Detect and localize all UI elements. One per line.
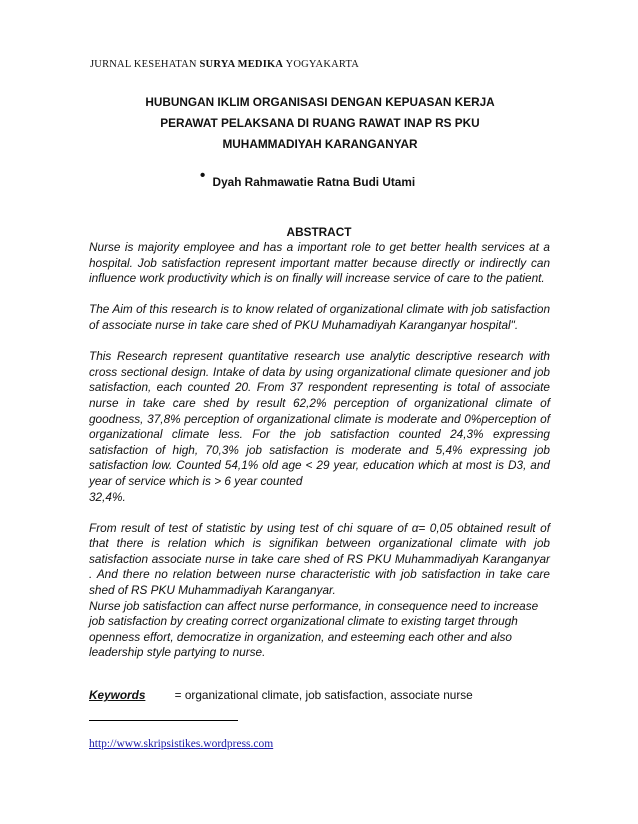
footnote-divider bbox=[89, 720, 238, 721]
paper-title bbox=[90, 92, 550, 155]
abstract-body bbox=[89, 240, 550, 661]
abstract-paragraph-5: Nurse job satisfaction can affect nurse performance, in consequence need to increase job satisfaction by creating correct organizational climate to existing target through openness effort, democratize in organization, and esteeming each other and also leadership style partying to nurse. bbox=[89, 598, 539, 660]
journal-header-suffix: YOGYAKARTA bbox=[285, 59, 360, 70]
abstract-heading: ABSTRACT bbox=[286, 225, 352, 239]
author-bullet: • bbox=[200, 167, 206, 184]
abstract-paragraph-3-end: 32,4%. bbox=[89, 489, 126, 504]
author-name: Dyah Rahmawatie Ratna Budi Utami bbox=[212, 175, 416, 189]
paper-title-line-2: PERAWAT PELAKSANA DI RUANG RAWAT INAP RS PKU bbox=[160, 116, 480, 130]
footer-link[interactable]: http://www.skripsistikes.wordpress.com bbox=[89, 738, 274, 750]
abstract-paragraph-1: Nurse is majority employee and has a important role to get better health services at a hospital. Job satisfaction represent important matter because directly or indirectly can influence work productivity which is on finally will increase service of care to the patient. bbox=[89, 240, 550, 286]
paper-title-line-3: MUHAMMADIYAH KARANGANYAR bbox=[222, 137, 418, 151]
author-line bbox=[200, 167, 416, 190]
journal-header bbox=[90, 59, 359, 70]
abstract-paragraph-2: The Aim of this research is to know related of organizational climate with job satisfaction of associate nurse in take care shed of PKU Muhamadiyah Karanganyar hospital". bbox=[89, 302, 550, 332]
keywords-label: Keywords bbox=[89, 688, 146, 702]
keywords bbox=[89, 688, 550, 703]
paper-title-line-1: HUBUNGAN IKLIM ORGANISASI DENGAN KEPUASAN KERJA bbox=[145, 95, 495, 109]
journal-header-name: SURYA MEDIKA bbox=[199, 59, 284, 70]
journal-header-prefix: JURNAL KESEHATAN bbox=[90, 59, 197, 70]
abstract-paragraph-3: This Research represent quantitative research use analytic descriptive research with cross sectional design. Intake of data by using organizational climate quesioner and job satisfaction, each counted 20. From 37 respondent representing is total of associate nurse in take care shed by result 62,2% perception of organizational climate of goodness, 37,8% perception of organizational climate is moderate and 0%perception of organizational climate less. For the job satisfaction counted 24,3% expressing satisfaction of high, 70,3% job satisfaction is moderate and 5,4% expressing job satisfaction low. Counted 54,1% old age < 29 year, education which at most is D3, and year of service which is > 6 year counted bbox=[89, 349, 550, 488]
abstract-paragraph-4: From result of test of statistic by using test of chi square of α= 0,05 obtained result of that there is relation which is signifikan between organizational climate with job satisfaction associate nurse in take care shed of RS PKU Muhammadiyah Karanganyar . And there no relation between nurse characteristic with job satisfaction in take care shed of RS PKU Muhammadiyah Karanganyar. bbox=[89, 520, 550, 598]
keywords-text: = organizational climate, job satisfaction, associate nurse bbox=[174, 688, 473, 702]
